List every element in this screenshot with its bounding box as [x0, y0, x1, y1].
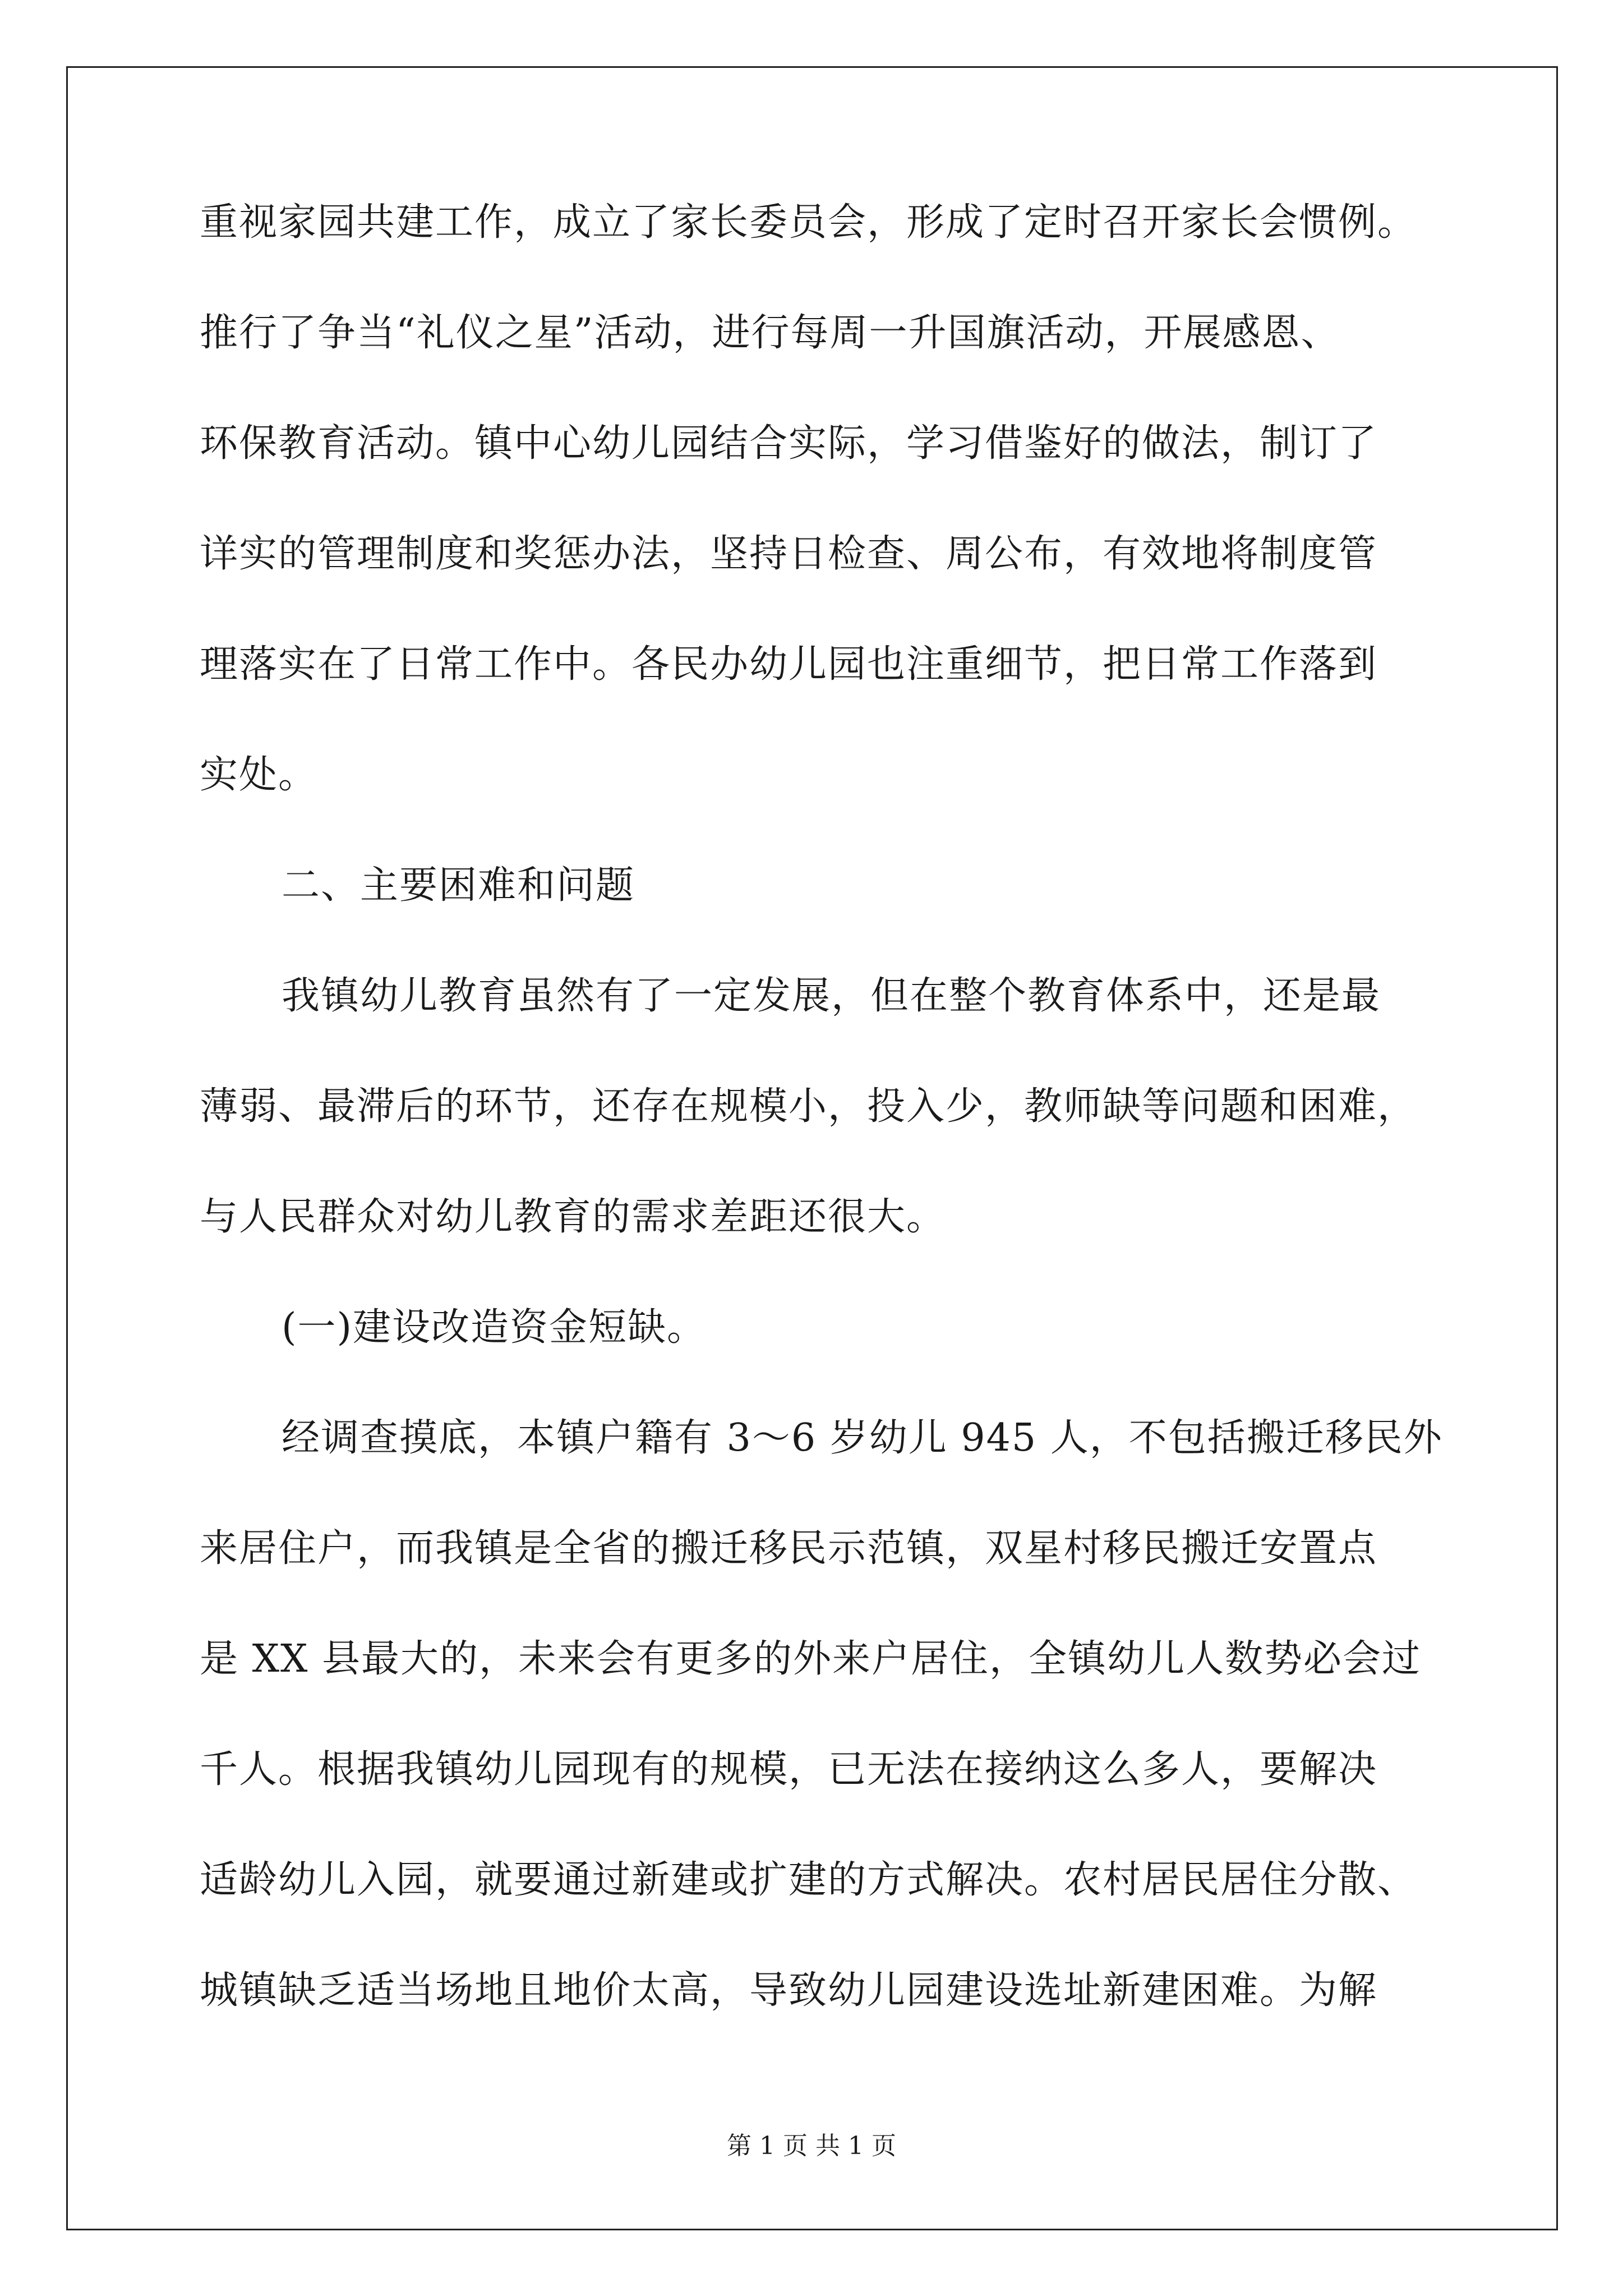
- text-line-4: 详实的管理制度和奖惩办法，坚持日检查、周公布，有效地将制度管: [200, 532, 1378, 576]
- subsection-heading: (一)建设改造资金短缺。: [282, 1305, 707, 1350]
- text-line-12: 经调查摸底，本镇户籍有 3～6 岁幼儿 945 人，不包括搬迁移民外: [282, 1416, 1443, 1460]
- text-line-9: 薄弱、最滞后的环节，还存在规模小，投入少，教师缺等问题和困难，: [200, 1084, 1417, 1129]
- text-line-2: 推行了争当“礼仪之星”活动，进行每周一升国旗活动，开展感恩、: [200, 311, 1340, 355]
- text-line-17: 城镇缺乏适当场地且地价太高，导致幼儿园建设选址新建困难。为解: [200, 1968, 1378, 2013]
- text-line-16: 适龄幼儿入园，就要通过新建或扩建的方式解决。农村居民居住分散、: [200, 1858, 1417, 1902]
- text-line-3: 环保教育活动。镇中心幼儿园结合实际，学习借鉴好的做法，制订了: [200, 421, 1378, 466]
- text-line-6: 实处。: [200, 753, 318, 797]
- text-line-15: 千人。根据我镇幼儿园现有的规模，已无法在接纳这么多人，要解决: [200, 1747, 1378, 1792]
- text-line-10: 与人民群众对幼儿教育的需求差距还很大。: [200, 1195, 946, 1239]
- section-heading: 二、主要困难和问题: [282, 863, 635, 908]
- text-line-5: 理落实在了日常工作中。各民办幼儿园也注重细节，把日常工作落到: [200, 642, 1378, 687]
- text-line-8: 我镇幼儿教育虽然有了一定发展，但在整个教育体系中，还是最: [282, 974, 1381, 1018]
- page-border: [66, 66, 1558, 2230]
- page-number-footer: 第 1 页 共 1 页: [727, 2132, 896, 2160]
- text-line-14: 是 XX 县最大的，未来会有更多的外来户居住，全镇幼儿人数势必会过: [200, 1637, 1422, 1681]
- text-line-1: 重视家园共建工作，成立了家长委员会，形成了定时召开家长会惯例。: [200, 200, 1417, 245]
- text-line-13: 来居住户，而我镇是全省的搬迁移民示范镇，双星村移民搬迁安置点: [200, 1526, 1378, 1571]
